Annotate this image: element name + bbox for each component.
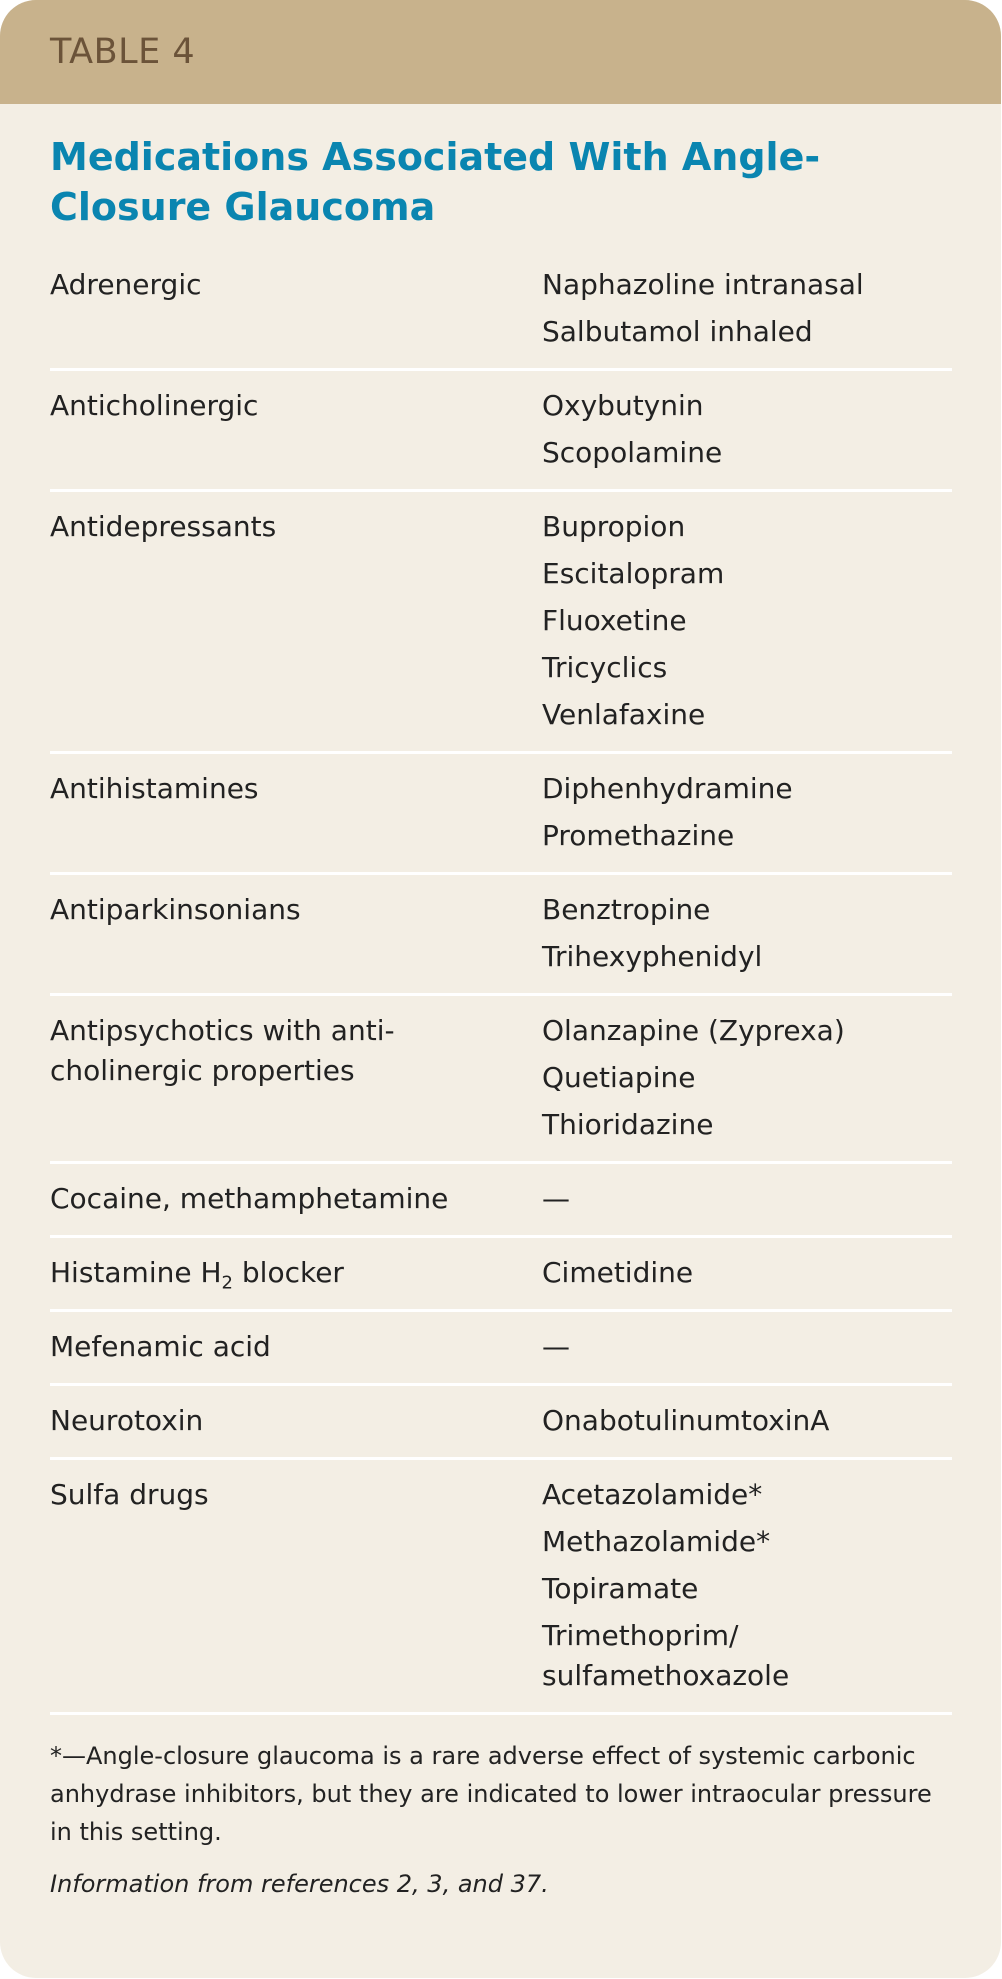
source-citation: Information from references 2, 3, and 37. [50,1870,549,1898]
table-row [50,371,952,492]
drug-class-cell: Cocaine, methamphetamine [50,1182,449,1215]
drug-item: Thioridazine [542,1108,714,1141]
drug-item: Cimetidine [542,1256,694,1289]
drug-item: Olanzapine (Zyprexa) [542,1014,845,1047]
drug-item: Trihexyphenidyl [542,940,763,973]
drug-class-cell [50,1248,542,1295]
table-row [50,996,952,1164]
table-header-bar [0,0,1001,104]
table-row [50,1460,952,1715]
drug-item: Trimethoprim/ sulfamethoxazole [542,1619,790,1692]
drug-item: Oxybutynin [542,389,704,422]
drug-item: Tricyclics [542,651,668,684]
drug-class-subscript: 2 [221,1272,233,1294]
drug-list-cell [542,260,952,354]
drug-class-cell: Antidepressants [50,510,277,543]
drug-item: — [542,1330,570,1363]
drug-list-cell [542,764,952,858]
drug-class-cell: Anticholinergic [50,389,259,422]
drug-item: Benztropine [542,893,711,926]
table-content [0,104,1001,1901]
table-title: Medications Associated With Angle-Closure Glaucoma [50,135,821,229]
drug-list-cell [542,885,952,979]
medication-table [50,250,952,1715]
table-row [50,250,952,371]
drug-class-cell: Mefenamic acid [50,1330,271,1363]
drug-item: Methazolamide* [542,1525,771,1558]
drug-class-cell: Neurotoxin [50,1404,204,1437]
table-row [50,1164,952,1238]
drug-item: Salbutamol inhaled [542,315,813,348]
table-row [50,1238,952,1312]
drug-class-cell: Antihistamines [50,772,259,805]
table-row [50,492,952,754]
table-row [50,1312,952,1386]
table-row [50,875,952,996]
table-footnote: *—Angle-closure glaucoma is a rare adverse effect of systemic carbonic anhydrase inhibitors, but they are indicated to lower intraocular pressure in this setting. [50,1742,932,1846]
drug-item: Quetiapine [542,1061,696,1094]
table-number-label: TABLE 4 [50,32,196,72]
drug-item: Venlafaxine [542,698,706,731]
drug-item: OnabotulinumtoxinA [542,1404,830,1437]
drug-item: Naphazoline intranasal [542,268,864,301]
drug-class-cell: Antiparkinsonians [50,893,301,926]
drug-list-cell [542,1174,952,1221]
drug-list-cell [542,381,952,475]
drug-item: Acetazolamide* [542,1478,763,1511]
drug-list-cell [542,1396,952,1443]
drug-item: Scopolamine [542,436,723,469]
drug-list-cell [542,1322,952,1369]
drug-class-cell: Antipsychotics with anti-cholinergic properties [50,1014,395,1087]
drug-list-cell [542,502,952,737]
drug-list-cell [542,1470,952,1698]
drug-item: Fluoxetine [542,604,687,637]
drug-item: Topiramate [542,1572,699,1605]
drug-class-cell: Sulfa drugs [50,1478,209,1511]
drug-item: Promethazine [542,819,735,852]
drug-class-prefix: Histamine H [50,1256,222,1289]
drug-item: — [542,1182,570,1215]
drug-item: Escitalopram [542,557,725,590]
drug-item: Bupropion [542,510,686,543]
drug-item: Diphenhydramine [542,772,793,805]
drug-class-suffix: blocker [233,1256,344,1289]
drug-list-cell [542,1006,952,1147]
drug-list-cell [542,1248,952,1295]
drug-class-cell: Adrenergic [50,268,202,301]
table-row [50,1386,952,1460]
table-row [50,754,952,875]
